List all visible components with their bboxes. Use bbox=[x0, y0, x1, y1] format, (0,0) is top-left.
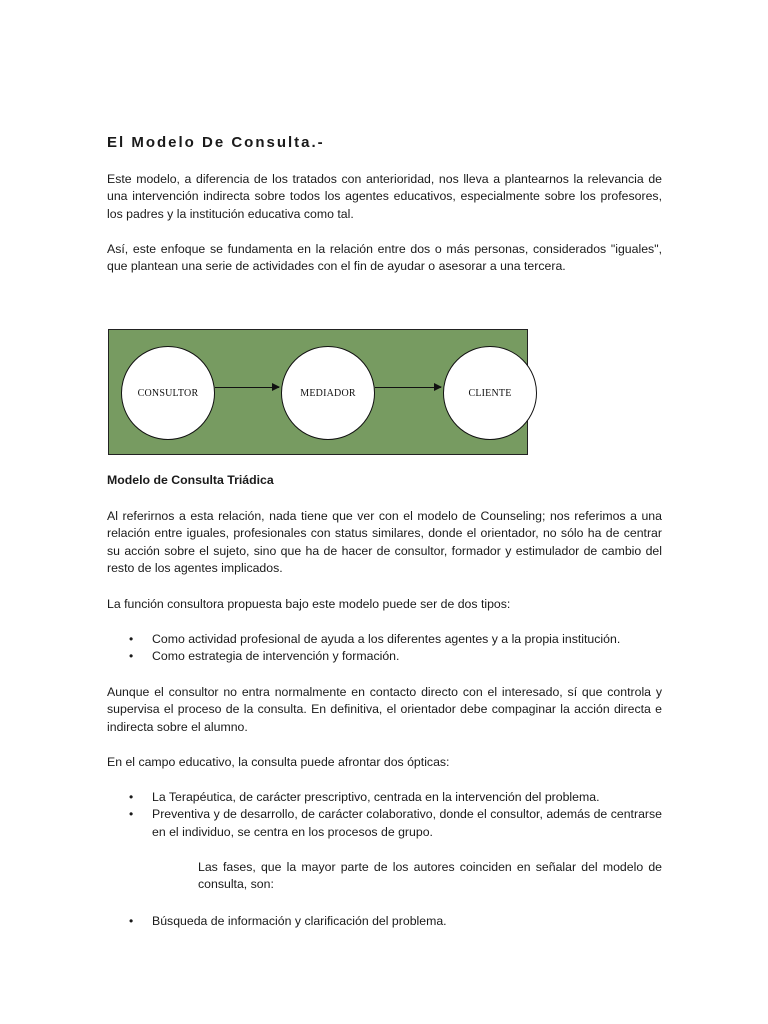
list-item: • La Terapéutica, de carácter prescriptivo, centrada en la intervención del problema. bbox=[107, 789, 662, 806]
bullet-icon: • bbox=[129, 790, 134, 804]
paragraph-relacion: Al referirnos a esta relación, nada tiene que ver con el modelo de Counseling; nos referimos a una relación entre iguales, profesionales con status similares, donde el orientador, no sólo ha de centrar su acción sobre el sujeto, sino que ha de hacer de consultor, formador y estimulador de cambio del resto de los agentes implicados. bbox=[107, 509, 662, 576]
bullet-list-opticas bbox=[107, 789, 662, 841]
bullet-icon: • bbox=[129, 914, 134, 928]
page-title: El Modelo De Consulta.- bbox=[107, 134, 325, 151]
bullet-icon: • bbox=[129, 649, 134, 664]
diagram-caption: Modelo de Consulta Triádica bbox=[107, 473, 274, 487]
bullet-list-fases bbox=[107, 913, 662, 930]
bullet-icon: • bbox=[129, 632, 134, 646]
bullet-list-tipos bbox=[107, 631, 662, 666]
triadic-consultation-diagram bbox=[108, 329, 528, 455]
list-item: • Búsqueda de información y clarificación del problema. bbox=[107, 913, 662, 930]
paragraph-intro: Este modelo, a diferencia de los tratados con anterioridad, nos lleva a plantearnos la relevancia de una intervención indirecta sobre todos los agentes educativos, especialmente sobre los profesores, los padres y la institución educativa como tal. bbox=[107, 172, 662, 221]
list-item: • Preventiva y de desarrollo, de carácter colaborativo, donde el consultor, además de centrarse en el individuo, se centra en los procesos de grupo. bbox=[129, 807, 662, 839]
paragraph-consultor: Aunque el consultor no entra normalmente en contacto directo con el interesado, sí que controla y supervisa el proceso de la consulta. En definitiva, el orientador debe compaginar la acción directa e indirecta sobre el alumno. bbox=[107, 685, 662, 734]
paragraph-fases: Las fases, que la mayor parte de los autores coinciden en señalar del modelo de consulta, son: bbox=[198, 860, 662, 892]
list-item: • Como estrategia de intervención y formación. bbox=[107, 648, 662, 665]
paragraph-enfoque: Así, este enfoque se fundamenta en la relación entre dos o más personas, considerados "iguales", que plantean una serie de actividades con el fin de ayudar o asesorar a una tercera. bbox=[107, 242, 662, 274]
bullet-icon: • bbox=[129, 807, 134, 822]
arrow-right-icon bbox=[375, 387, 441, 388]
diagram-node-cliente: CLIENTE bbox=[443, 346, 537, 440]
arrow-right-icon bbox=[215, 387, 279, 388]
list-item: • Como actividad profesional de ayuda a los diferentes agentes y a la propia institución. bbox=[107, 631, 662, 648]
paragraph-campo: En el campo educativo, la consulta puede afrontar dos ópticas: bbox=[107, 755, 450, 769]
paragraph-funcion: La función consultora propuesta bajo este modelo puede ser de dos tipos: bbox=[107, 597, 511, 611]
diagram-node-consultor: CONSULTOR bbox=[121, 346, 215, 440]
diagram-node-mediador: MEDIADOR bbox=[281, 346, 375, 440]
